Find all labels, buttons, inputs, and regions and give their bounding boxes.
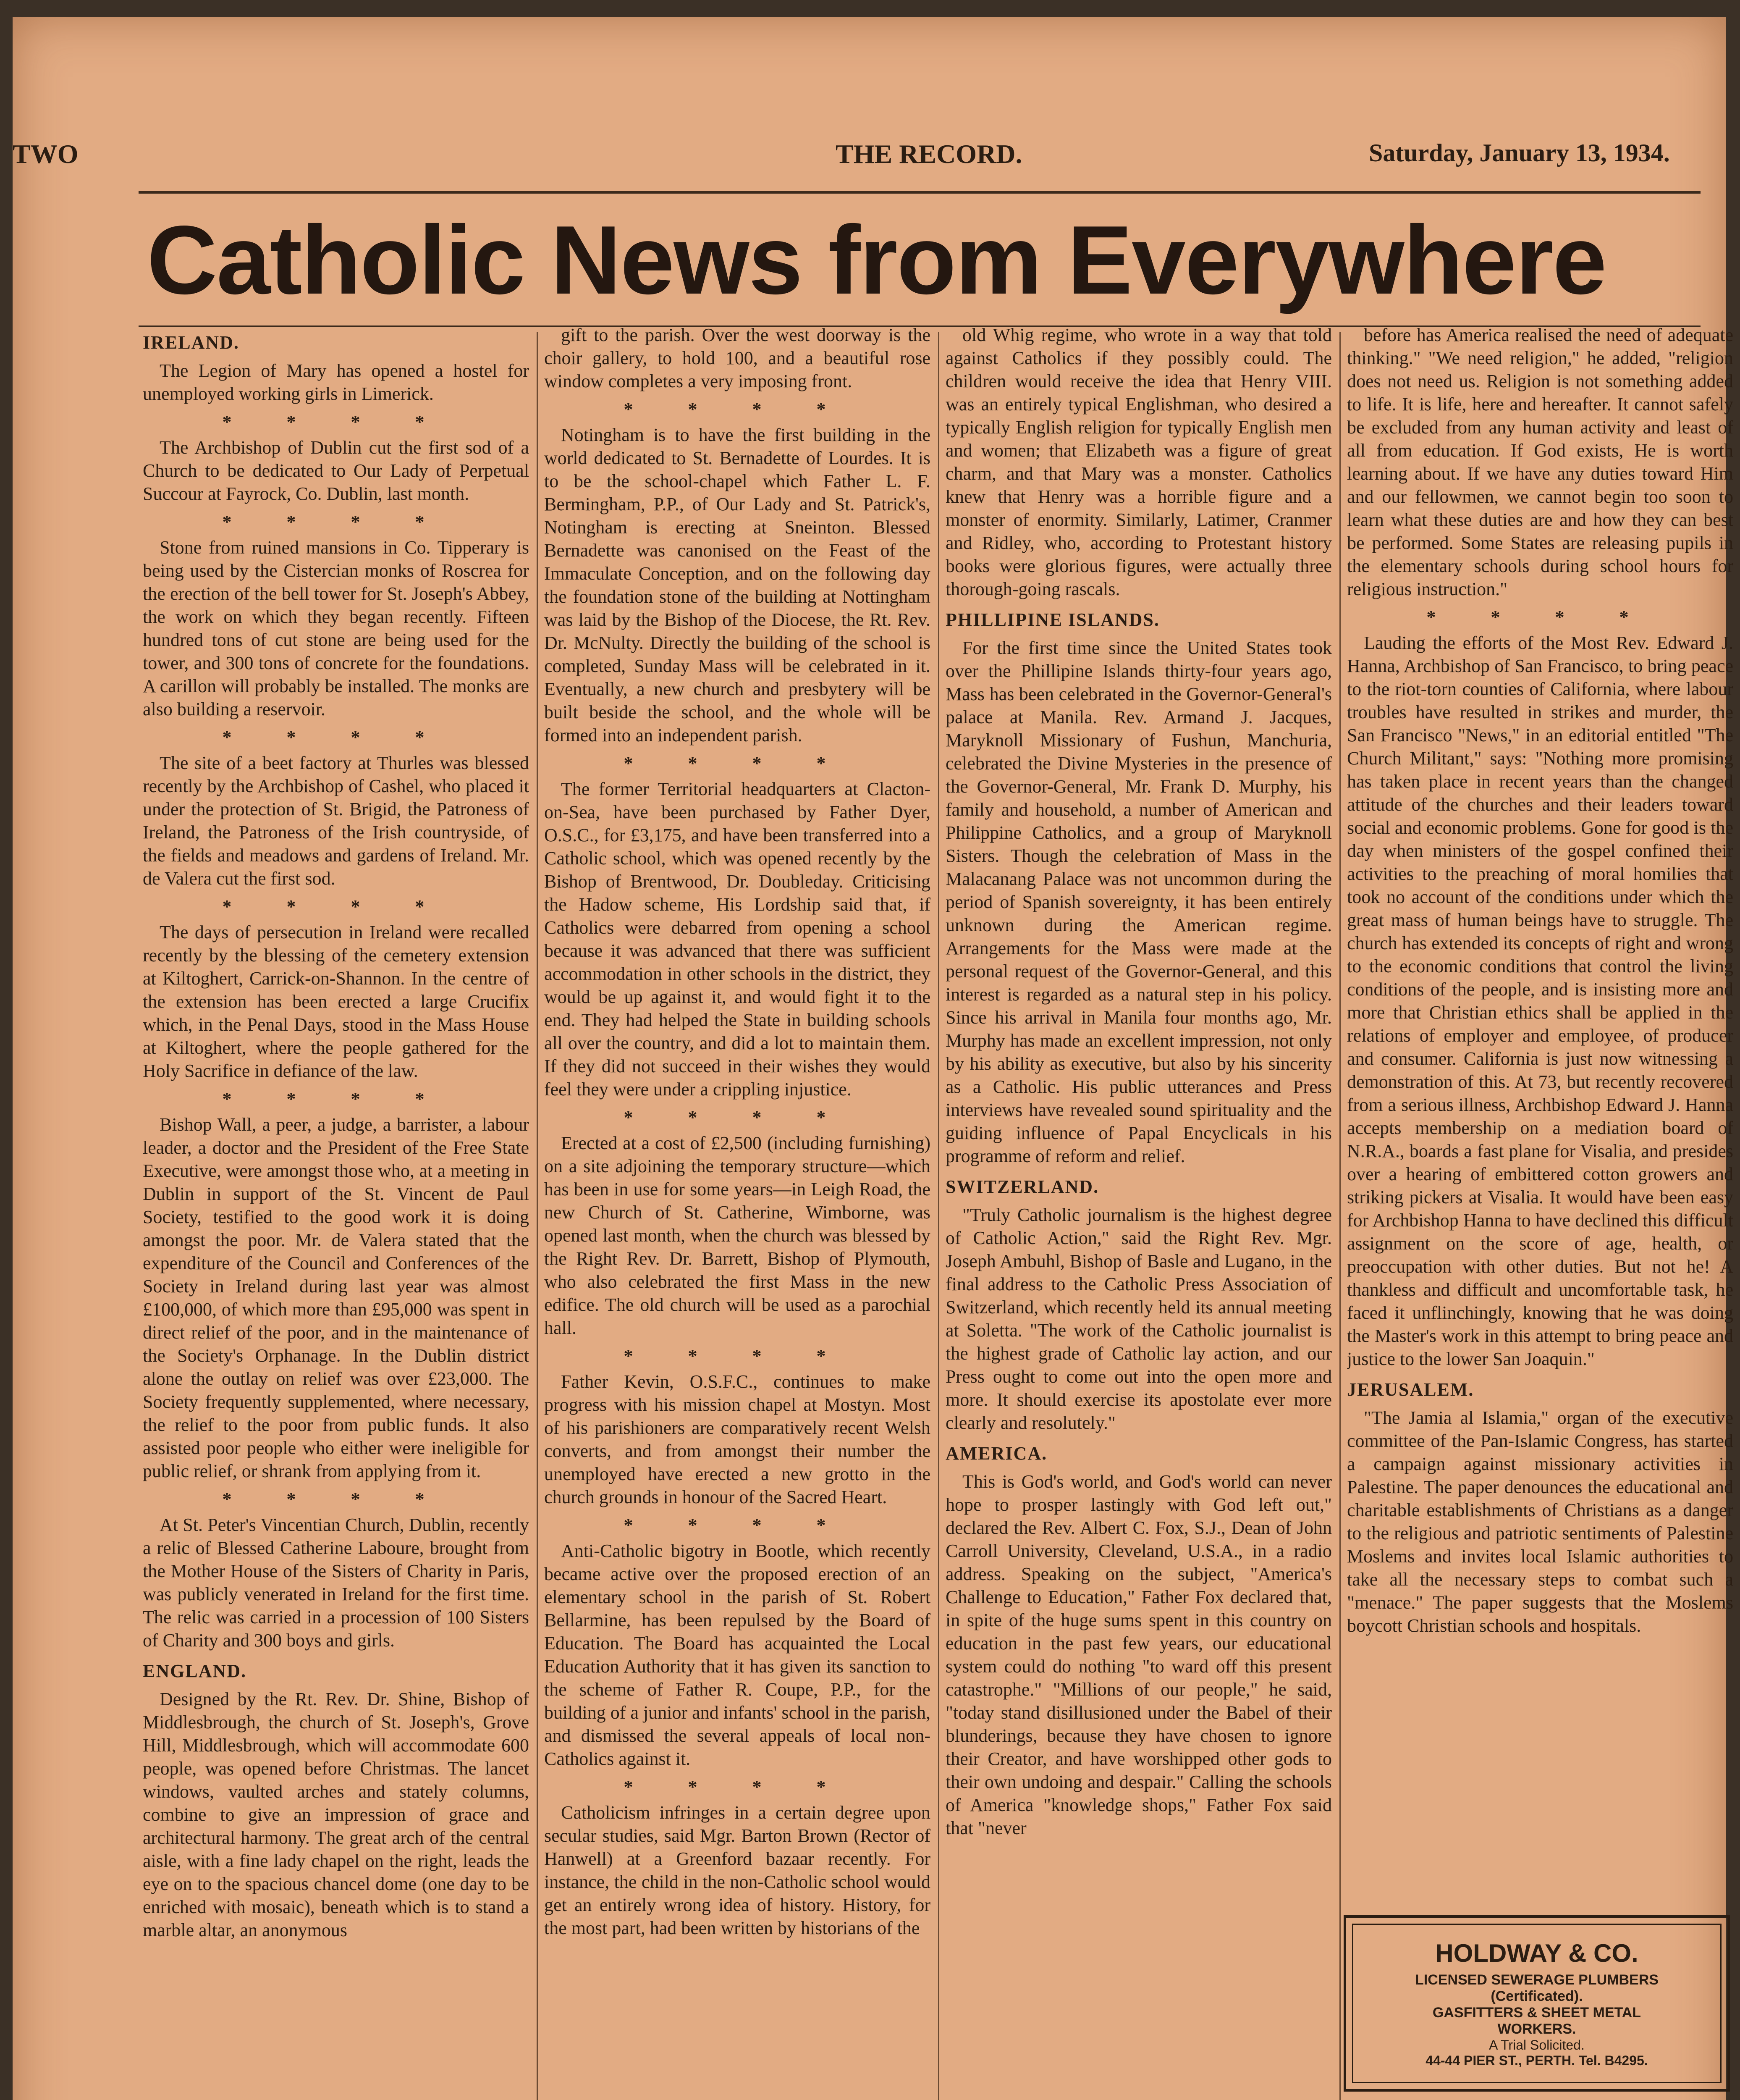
- section-heading: PHILLIPINE ISLANDS.: [946, 609, 1160, 630]
- article-paragraph: Lauding the efforts of the Most Rev. Edward J. Hanna, Archbishop of San Francisco, to bring peace to the riot-torn counties of California, where labour troubles have resulted in strikes and murder, the San Francisco "News," in an editorial entitled "The Church Militant," says: "Nothing more promising has taken place in recent years than the changed attitude of the churches and their leaders toward social and economic problems. Gone for good is the day when ministers of the gospel confined their activities to the preaching of moral homilies that took no account of the conditions under which the great mass of human beings have to struggle. The church has extended its concepts of right and wrong to the economic conditions that control the living conditions of the people, and is insisting more and more that Christian ethics shall be applied in the relations of employer and employee, of producer and consumer. California is just now witnessing a demonstration of this. At 73, but recently recovered from a serious illness, Archbishop Edward J. Hanna accepts membership on a mediation board of N.R.A., boards a fast plane for Visalia, and presides over a hearing of embittered cotton growers and striking pickers at Visalia. It would have been easy for Archbishop Hanna to have declined this difficult assignment on the score of age, health, or preoccupation with other duties. But not he! A thankless and difficult and uncomfortable task, he faced it unflinchingly, knowing that he was doing the Master's work in this attempt to bring peace and justice to the lower San Joaquin.": [1347, 633, 1733, 1369]
- article-paragraph: Catholicism infringes in a certain degree upon secular studies, said Mgr. Barton Brown (Rector of Hanwell) at a Greenford bazaar recently. For instance, the child in the non-Catholic school would get an entirely wrong idea of history. History, for the most part, had been written by historians of the: [544, 1802, 930, 1938]
- section-heading: SWITZERLAND.: [946, 1176, 1099, 1197]
- news-column-4: [1347, 323, 1733, 1726]
- separator-stars: * * * *: [624, 1107, 851, 1128]
- article-paragraph: For the first time since the United States took over the Phillipine Islands thirty-four years ago, Mass has been celebrated in the Governor-General's palace at Manila. Rev. Armand J. Jacques, Maryknoll Missionary of Fushun, Manchuria, celebrated the Divine Mysteries in the presence of the Governor-General, Mr. Frank D. Murphy, his family and household, a number of American and Philippine Catholics, and a group of Maryknoll Sisters. Though the celebration of Mass in the Malacanang Palace was not uncommon during the period of Spanish sovereignty, it has been entirely unknown during the American regime. Arrangements for the Mass were made at the personal request of the Governor-General, and this interest is regarded as a natural step in his policy. Since his arrival in Manila four months ago, Mr. Murphy has made an excellent impression, not only by his ability as executive, but also by his sincerity as a Catholic. His public utterances and Press interviews have revealed sound spirituality and the guiding influence of Papal Encyclicals in his programme of reform and relief.: [946, 638, 1332, 1166]
- column-divider: [938, 332, 939, 2100]
- article-paragraph: gift to the parish. Over the west doorway is the choir gallery, to hold 100, and a beautiful rose window completes a very imposing front.: [544, 325, 930, 391]
- article-paragraph: "The Jamia al Islamia," organ of the executive committee of the Pan-Islamic Congress, has started a campaign against missionary activities in Palestine. The paper denounces the educational and charitable establishments of Christians as a danger to the religious and patriotic sentiments of Palestine Moslems and invites local Islamic authorities to take all the necessary steps to combat such a "menace." The paper suggests that the Moslems boycott Christian schools and hospitals.: [1347, 1407, 1733, 1636]
- article-paragraph: Anti-Catholic bigotry in Bootle, which recently became active over the proposed erection of an elementary school in the parish of St. Robert Bellarmine, has been repulsed by the Board of Education. The Board has acquainted the Local Education Authority that it has given its sanction to the scheme of Father R. Coupe, P.P., for the building of a junior and infants' school in the parish, and dismissed the several appeals of local non-Catholics against it.: [544, 1541, 930, 1769]
- article-paragraph: Notingham is to have the first building in the world dedicated to St. Bernadette of Lourdes. It is to be the school-chapel which Father L. F. Bermingham, P.P., of Our Lady and St. Patrick's, Notingham is erecting at Sneinton. Blessed Bernadette was canonised on the Feast of the Immaculate Conception, and on the following day the foundation stone of the building at Nottingham was laid by the Bishop of the Diocese, the Rt. Rev. Dr. McNulty. Directly the building of the school is completed, Sunday Mass will be celebrated in it. Eventually, a new church and presbytery will be built beside the school, and the whole will be formed into an independent parish.: [544, 425, 930, 746]
- section-heading: JERUSALEM.: [1347, 1379, 1474, 1400]
- article-paragraph: Stone from ruined mansions in Co. Tipperary is being used by the Cistercian monks of Roscrea for the erection of the bell tower for St. Joseph's Abbey, the work on which they began recently. Fifteen hundred tons of cut stone are being used for the tower, and 300 tons of concrete for the foundations. A carillon will probably be installed. The monks are also building a reservoir.: [143, 537, 529, 719]
- page-number: TWO: [13, 139, 79, 169]
- issue-date: Saturday, January 13, 1934.: [1369, 139, 1670, 167]
- separator-stars: * * * *: [222, 512, 450, 532]
- article-paragraph: The former Territorial headquarters at Clacton-on-Sea, have been purchased by Father Dyer, O.S.C., for £3,175, and have been transferred into a Catholic school, which was opened recently by the Bishop of Brentwood, Dr. Doubleday. Criticising the Hadow scheme, His Lordship said that, if Catholics were debarred from opening a school because it was advanced that there was sufficient accommodation in other schools in the district, they would be up against it, and would fight it to the end. They had helped the State in building schools all over the country, and did a lot to maintain them. If they did not succeed in their wishes they would feel they were under a crippling injustice.: [544, 779, 930, 1100]
- ad-holdway-name: HOLDWAY & CO.: [1435, 1939, 1638, 1967]
- separator-stars: * * * *: [222, 896, 450, 917]
- ad-holdway-line2: (Certificated).: [1491, 1988, 1583, 2004]
- ad-holdway-line4: WORKERS.: [1497, 2021, 1576, 2037]
- news-column-3: [946, 323, 1332, 2087]
- article-paragraph: The Archbishop of Dublin cut the first sod of a Church to be dedicated to Our Lady of Perpetual Succour at Fayrock, Co. Dublin, last month.: [143, 437, 529, 504]
- column-divider: [537, 332, 538, 2100]
- section-heading: ENGLAND.: [143, 1661, 247, 1681]
- article-paragraph: The days of persecution in Ireland were recalled recently by the blessing of the cemetery extension at Kiltoghert, Carrick-on-Shannon. In the centre of the extension has been erected a large Crucifix which, in the Penal Days, stood in the Mass House at Kiltoghert, where the people gathered for the Holy Sacrifice in defiance of the law.: [143, 922, 529, 1081]
- article-paragraph: The site of a beet factory at Thurles was blessed recently by the Archbishop of Cashel, who placed it under the protection of St. Brigid, the Patroness of Ireland, the Patroness of the Irish countryside, of the fields and meadows and gardens of Ireland. Mr. de Valera cut the first sod.: [143, 753, 529, 889]
- article-paragraph: The Legion of Mary has opened a hostel for unemployed working girls in Limerick.: [143, 360, 529, 404]
- article-paragraph: Designed by the Rt. Rev. Dr. Shine, Bishop of Middlesbrough, the church of St. Joseph's, Grove Hill, Middlesbrough, which will accommodate 600 people, was opened before Christmas. The lancet windows, vaulted arches and stately columns, combine to give an impression of grace and architectural harmony. The great arch of the central aisle, with a fine lady chapel on the right, leads the eye on to the spacious chancel dome (one day to be enriched with mosaic), beneath which is to stand a marble altar, an anonymous: [143, 1689, 529, 1940]
- separator-stars: * * * *: [222, 1489, 450, 1509]
- article-paragraph: old Whig regime, who wrote in a way that told against Catholics if they possibly could. The children would receive the idea that Henry VIII. was an entirely typical Englishman, who desired a typically English religion for typically English men and women; that Elizabeth was a figure of great charm, and that Mary was a monster. Catholics knew that Henry was a horrible figure and a monster of enormity. Similarly, Latimer, Cranmer and Ridley, who, according to Protestant history books were glorious figures, were actually three thorough-going rascals.: [946, 325, 1332, 599]
- header-rule: [139, 191, 1701, 194]
- section-heading: AMERICA.: [946, 1443, 1048, 1464]
- news-column-1: [143, 323, 529, 2087]
- separator-stars: * * * *: [222, 727, 450, 748]
- article-paragraph: Bishop Wall, a peer, a judge, a barrister, a labour leader, a doctor and the President of the Free State Executive, were amongst those who, at a meeting in Dublin in support of the St. Vincent de Paul Society, testified to the good work it is doing amongst the poor. Mr. de Valera stated that the expenditure of the Council and Conferences of the Society in Ireland during last year was almost £100,000, of which more than £95,000 was spent in direct relief of the poor, and in the maintenance of the Society's Orphanage. In the Dublin district alone the outlay on relief was over £23,000. The Society frequently supplemented, where necessary, the relief to the poor from public funds. It also assisted poor people who either were ineligible for public relief, or shrank from applying from it.: [143, 1114, 529, 1481]
- article-paragraph: This is God's world, and God's world can never hope to prosper lastingly with God left out," declared the Rev. Albert C. Fox, S.J., Dean of John Carroll University, Cleveland, U.S.A., in a radio address. Speaking on the subject, "America's Challenge to Education," Father Fox declared that, in spite of the huge sums spent in this country on education in the past few years, our educational system could do nothing "to ward off this present catastrophe." "Millions of our people," he said, "today stand disillusioned under the Babel of their blunderings, because they have chosen to ignore their Creator, and have worshipped other gods to their own undoing and despair." Calling the schools of America "knowledge shops," Father Fox said that "never: [946, 1471, 1332, 1838]
- masthead-title: Catholic News from Everywhere: [147, 206, 1606, 315]
- article-paragraph: Erected at a cost of £2,500 (including furnishing) on a site adjoining the temporary structure—which has been in use for some years—in Leigh Road, the new Church of St. Catherine, Wimborne, was opened last month, when the church was blessed by the Right Rev. Dr. Barrett, Bishop of Plymouth, who also celebrated the first Mass in the new edifice. The old church will be used as a parochial hall.: [544, 1133, 930, 1338]
- separator-stars: * * * *: [624, 1515, 851, 1536]
- column-divider: [1339, 332, 1341, 2100]
- separator-stars: * * * *: [222, 412, 450, 432]
- news-column-2: [544, 323, 930, 2087]
- ad-holdway-line6: 44-44 PIER ST., PERTH. Tel. B4295.: [1426, 2053, 1648, 2068]
- ad-holdway-line3: GASFITTERS & SHEET METAL: [1432, 2005, 1641, 2021]
- separator-stars: * * * *: [1426, 607, 1654, 627]
- article-paragraph: "Truly Catholic journalism is the highest degree of Catholic Action," said the Right Rev. Mgr. Joseph Ambuhl, Bishop of Basle and Lugano, in the final address to the Catholic Press Association of Switzerland, which recently held its annual meeting at Soletta. "The work of the Catholic journalist is the highest grade of Catholic lay action, and our Press ought to come out into the open more and more. It should exercise its apostolate ever more clearly and resolutely.": [946, 1205, 1332, 1433]
- separator-stars: * * * *: [624, 399, 851, 420]
- separator-stars: * * * *: [624, 1777, 851, 1797]
- article-paragraph: before has America realised the need of adequate thinking." "We need religion," he added, "religion does not need us. Religion is not something added to life. It is life, here and hereafter. It cannot safely be excluded from any human activity and least of all from education. If God exists, He is worth learning about. If we have any duties toward Him and our fellowmen, we cannot begin too soon to learn what these duties are and how they can best be performed. Some States are releasing pupils in the elementary schools during school hours for religious instruction.": [1347, 325, 1733, 599]
- ad-holdway-line1: LICENSED SEWERAGE PLUMBERS: [1415, 1972, 1659, 1988]
- article-paragraph: At St. Peter's Vincentian Church, Dublin, recently a relic of Blessed Catherine Laboure, brought from the Mother House of the Sisters of Charity in Paris, was publicly venerated in Ireland for the first time. The relic was carried in a procession of 100 Sisters of Charity and 300 boys and girls.: [143, 1515, 529, 1651]
- ad-holdway: [1344, 1915, 1730, 2092]
- separator-stars: * * * *: [624, 1346, 851, 1366]
- section-heading: IRELAND.: [143, 332, 239, 353]
- article-paragraph: Father Kevin, O.S.F.C., continues to make progress with his mission chapel at Mostyn. Most of his parishioners are comparatively recent Welsh converts, and from amongst their number the unemployed have erected a new grotto in the church grounds in honour of the Sacred Heart.: [544, 1371, 930, 1507]
- ad-holdway-line5: A Trial Solicited.: [1489, 2037, 1585, 2053]
- paper-name: THE RECORD.: [836, 139, 1022, 169]
- separator-stars: * * * *: [222, 1089, 450, 1109]
- separator-stars: * * * *: [624, 753, 851, 774]
